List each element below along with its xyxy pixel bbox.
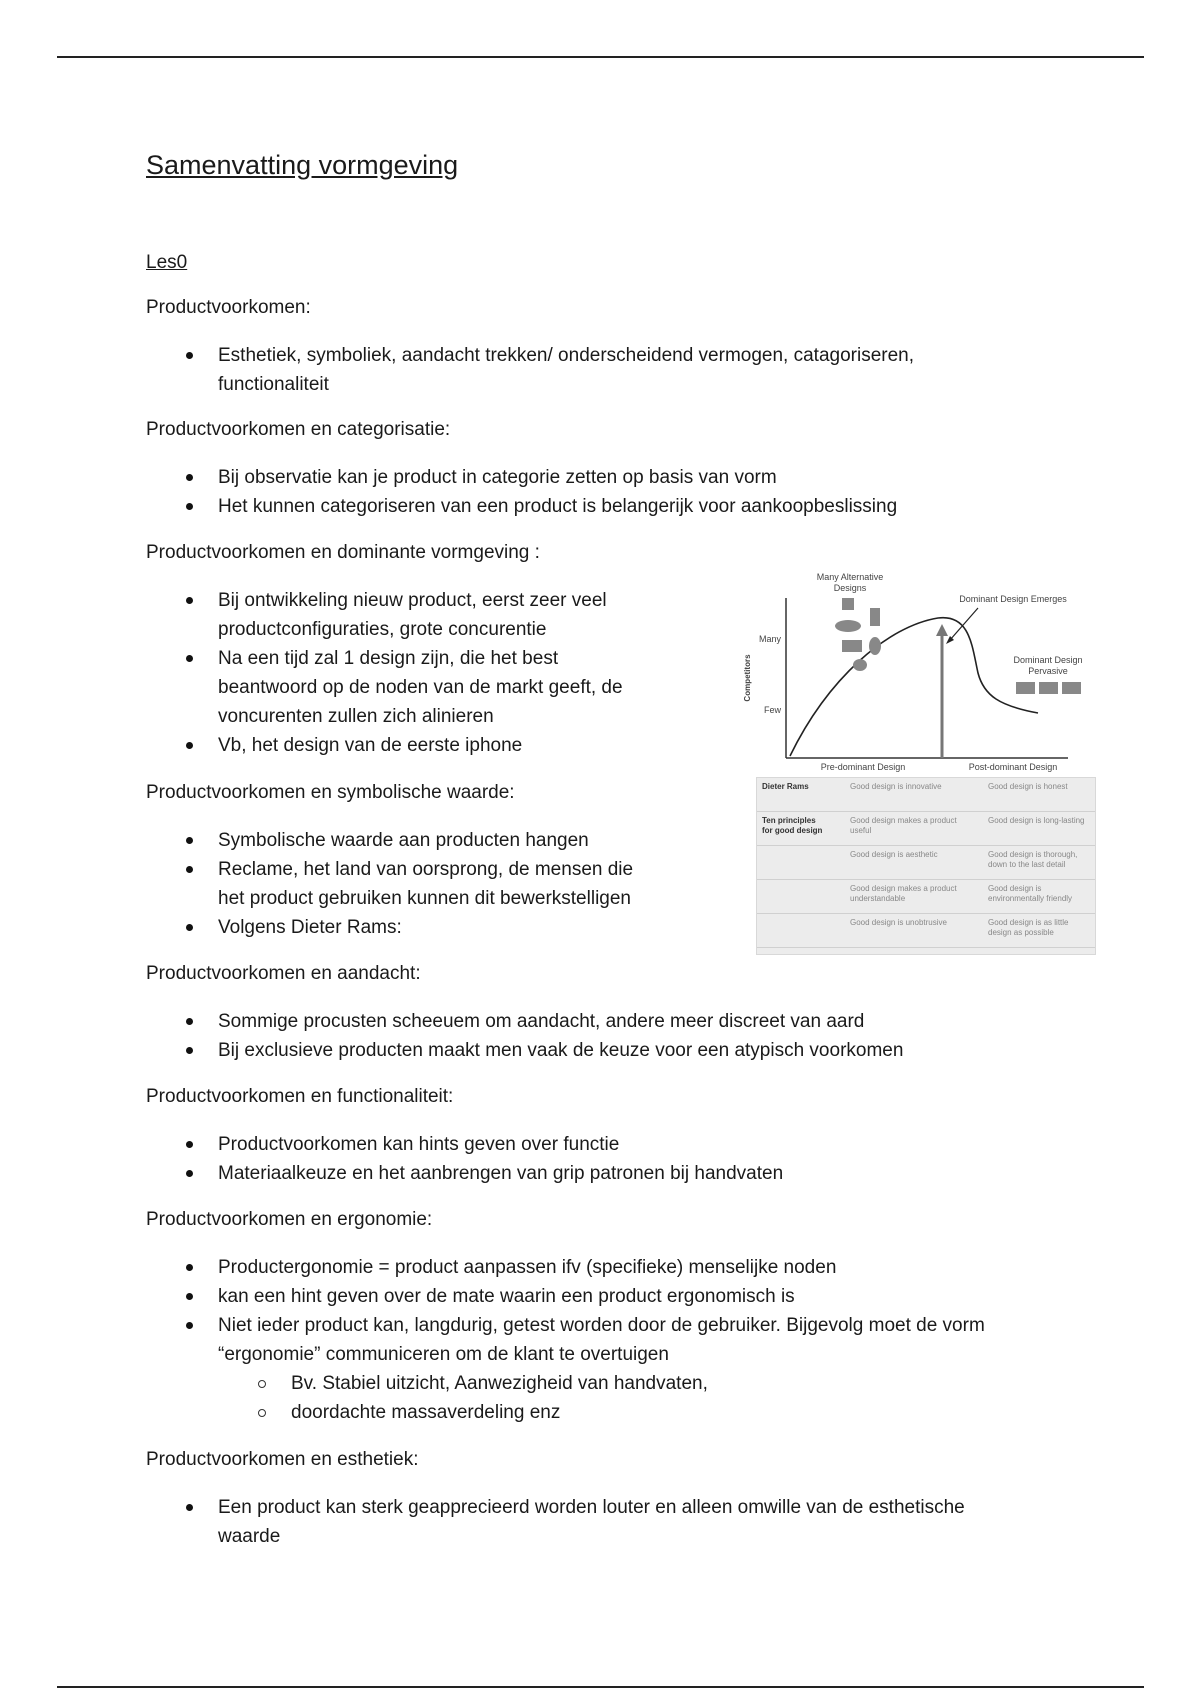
dieter-rams-table	[756, 777, 1096, 955]
bullet-list	[146, 586, 651, 760]
table-cell: Good design is innovative	[845, 778, 983, 812]
list-item: Esthetiek, symboliek, aandacht trekken/ onderscheidend vermogen, catagoriseren, functionaliteit	[146, 341, 1016, 399]
sub-bullet-list	[146, 1369, 1046, 1427]
lesson-heading: Les0	[146, 252, 188, 273]
dominant-design-figure	[738, 568, 1098, 773]
list-item: Niet ieder product kan, langdurig, getest worden door de gebruiker. Bijgevolg moet de vorm “ergonomie” communiceren om de klant te overtuigen	[146, 1311, 1046, 1369]
table-subheader-cell	[757, 812, 845, 846]
table-cell: Good design is as little design as possible	[983, 914, 1095, 948]
label-dominant-emerges: Dominant Design Emerges	[959, 594, 1067, 604]
sub-list-item: Bv. Stabiel uitzicht, Aanwezigheid van handvaten,	[146, 1369, 1046, 1398]
x-label-post: Post-dominant Design	[968, 762, 1058, 772]
list-item: kan een hint geven over de mate waarin een product ergonomisch is	[146, 1282, 1046, 1311]
table-cell: Good design is thorough, down to the last detail	[983, 846, 1095, 880]
label-many-alternatives-2: Designs	[833, 583, 867, 593]
list-item: Materiaalkeuze en het aanbrengen van grip patronen bij handvaten	[146, 1159, 1016, 1188]
table-row	[757, 914, 1095, 948]
label-dominant-pervasive: Dominant Design	[1013, 655, 1083, 665]
table-cell: Good design makes a product understandable	[845, 880, 983, 914]
list-item: Symbolische waarde aan producten hangen	[146, 826, 651, 855]
section-heading: Productvoorkomen en categorisatie:	[146, 419, 451, 440]
design-shape	[869, 637, 881, 655]
design-shape	[842, 598, 854, 610]
section-heading: Productvoorkomen en dominante vormgeving :	[146, 542, 540, 563]
list-item: Vb, het design van de eerste iphone	[146, 731, 651, 760]
section-heading: Productvoorkomen en aandacht:	[146, 963, 421, 984]
section-heading: Productvoorkomen:	[146, 297, 311, 318]
y-tick-many: Many	[758, 634, 781, 644]
bullet-list	[146, 341, 1016, 399]
design-shape	[870, 608, 880, 626]
table-cell: Good design is unobtrusive	[845, 914, 983, 948]
table-row	[757, 812, 1095, 846]
pervasive-design-shape	[1062, 682, 1081, 694]
bullet-list	[146, 1007, 1016, 1065]
design-shape	[853, 659, 867, 671]
bullet-list	[146, 1493, 1016, 1551]
top-rule	[57, 56, 1144, 58]
label-dominant-pervasive-2: Pervasive	[1028, 666, 1068, 676]
table-cell: Good design makes a product useful	[845, 812, 983, 846]
table-header-cell: Dieter Rams	[757, 778, 845, 812]
section-heading: Productvoorkomen en esthetiek:	[146, 1449, 419, 1470]
section-heading: Productvoorkomen en symbolische waarde:	[146, 782, 515, 803]
bullet-list	[146, 826, 651, 942]
y-axis-label: Competitors	[743, 654, 752, 702]
x-label-pre: Pre-dominant Design	[820, 762, 906, 772]
bullet-list	[146, 1253, 1046, 1369]
list-item: Na een tijd zal 1 design zijn, die het best beantwoord op de noden van de markt geeft, de voncurenten zullen zich alinieren	[146, 644, 651, 731]
subheader-line: Ten principles	[762, 816, 816, 825]
page-title: Samenvatting vormgeving	[146, 150, 459, 180]
subheader-line: for good design	[762, 826, 823, 835]
table-cell: Good design is long-lasting	[983, 812, 1095, 846]
table-cell: Good design is honest	[983, 778, 1095, 812]
bottom-rule	[57, 1686, 1144, 1688]
section-heading: Productvoorkomen en functionaliteit:	[146, 1086, 454, 1107]
bullet-list	[146, 463, 1016, 521]
list-item: Bij exclusieve producten maakt men vaak de keuze voor een atypisch voorkomen	[146, 1036, 1016, 1065]
table-cell: Good design is aesthetic	[845, 846, 983, 880]
label-many-alternatives: Many Alternative	[816, 572, 884, 582]
list-item: Reclame, het land van oorsprong, de mensen die het product gebruiken kunnen dit bewerkstelligen	[146, 855, 651, 913]
list-item: Volgens Dieter Rams:	[146, 913, 651, 942]
list-item: Productergonomie = product aanpassen ifv (specifieke) menselijke noden	[146, 1253, 1046, 1282]
design-shape	[842, 640, 862, 652]
emerges-pointer	[950, 608, 978, 640]
table-cell: Good design is environmentally friendly	[983, 880, 1095, 914]
pervasive-design-shape	[1039, 682, 1058, 694]
list-item: Bij ontwikkeling nieuw product, eerst zeer veel productconfiguraties, grote concurentie	[146, 586, 651, 644]
table-row	[757, 778, 1095, 812]
y-tick-few: Few	[763, 705, 781, 715]
list-item: Een product kan sterk geapprecieerd worden louter en alleen omwille van de esthetische waarde	[146, 1493, 1016, 1551]
list-item: Het kunnen categoriseren van een product is belangerijk voor aankoopbeslissing	[146, 492, 1016, 521]
pervasive-design-shape	[1016, 682, 1035, 694]
list-item: Bij observatie kan je product in categorie zetten op basis van vorm	[146, 463, 1016, 492]
design-shape	[835, 620, 861, 632]
table-row	[757, 846, 1095, 880]
section-heading: Productvoorkomen en ergonomie:	[146, 1209, 433, 1230]
bullet-list	[146, 1130, 1016, 1188]
list-item: Sommige procusten scheeuem om aandacht, andere meer discreet van aard	[146, 1007, 1016, 1036]
arrow-head	[936, 624, 948, 636]
competitors-curve	[790, 618, 1038, 756]
sub-list-item: doordachte massaverdeling enz	[146, 1398, 1046, 1427]
table-row	[757, 880, 1095, 914]
list-item: Productvoorkomen kan hints geven over functie	[146, 1130, 1016, 1159]
